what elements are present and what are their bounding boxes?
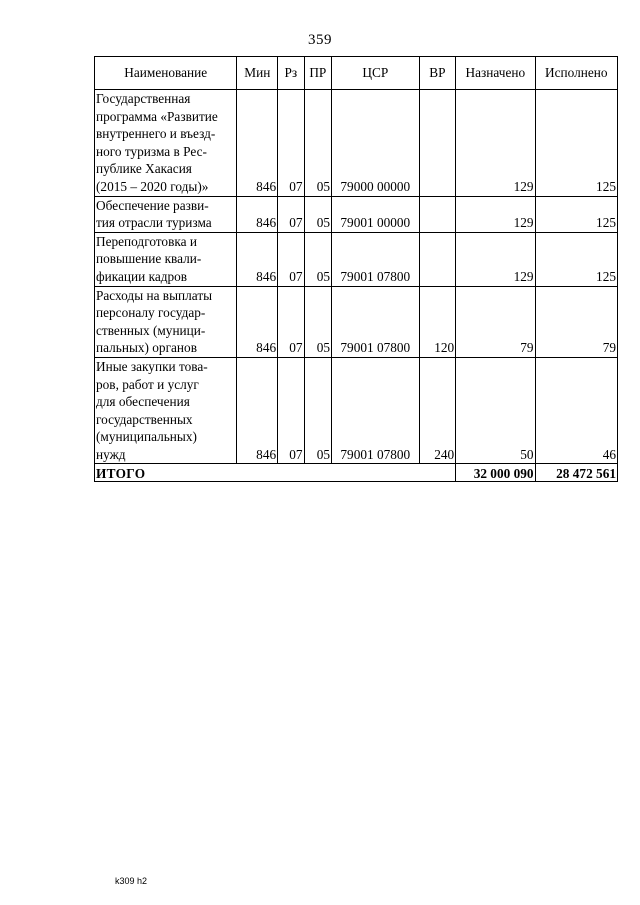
row-rz: 07 [278, 286, 304, 357]
row-min: 846 [237, 90, 278, 197]
row-csr: 79001 00000 [332, 196, 420, 232]
row-min: 846 [237, 232, 278, 286]
row-pr: 05 [304, 90, 331, 197]
row-executed: 79 [535, 286, 617, 357]
row-name: Государственная программа «Развитие внутреннего и въезд- ного туризма в Рес- публике Хакасия (2015 – 2020 годы)» [95, 90, 237, 197]
header-min: Мин [237, 57, 278, 90]
header-executed: Исполнено [535, 57, 617, 90]
header-name: Наименование [95, 57, 237, 90]
row-vr [419, 232, 456, 286]
row-vr: 240 [419, 357, 456, 464]
table-row [95, 232, 618, 286]
row-vr: 120 [419, 286, 456, 357]
footer-code: k309 h2 [115, 876, 148, 886]
total-label: ИТОГО [95, 464, 456, 482]
row-min: 846 [237, 357, 278, 464]
row-vr [419, 196, 456, 232]
row-rz: 07 [278, 90, 304, 197]
table-row [95, 90, 618, 197]
row-csr: 79001 07800 [332, 357, 420, 464]
header-vr: ВР [419, 57, 456, 90]
row-name: Иные закупки това- ров, работ и услуг для обеспечения государственных (муниципальных) нужд [95, 357, 237, 464]
row-assigned: 129 [456, 232, 535, 286]
row-pr: 05 [304, 286, 331, 357]
row-csr: 79001 07800 [332, 286, 420, 357]
table-row [95, 196, 618, 232]
row-executed: 125 [535, 232, 617, 286]
row-min: 846 [237, 196, 278, 232]
row-rz: 07 [278, 232, 304, 286]
page-number: 359 [308, 32, 332, 48]
row-executed: 125 [535, 90, 617, 197]
table-row [95, 357, 618, 464]
total-row [95, 464, 618, 482]
row-assigned: 79 [456, 286, 535, 357]
row-name: Расходы на выплаты персоналу государ- ственных (муници- пальных) органов [95, 286, 237, 357]
table-header-row [95, 57, 618, 90]
row-assigned: 50 [456, 357, 535, 464]
row-pr: 05 [304, 196, 331, 232]
row-rz: 07 [278, 196, 304, 232]
row-pr: 05 [304, 232, 331, 286]
row-executed: 46 [535, 357, 617, 464]
row-assigned: 129 [456, 90, 535, 197]
header-assigned: Назначено [456, 57, 535, 90]
row-pr: 05 [304, 357, 331, 464]
header-rz: Рз [278, 57, 304, 90]
row-assigned: 129 [456, 196, 535, 232]
row-rz: 07 [278, 357, 304, 464]
row-vr [419, 90, 456, 197]
total-assigned: 32 000 090 [456, 464, 535, 482]
row-executed: 125 [535, 196, 617, 232]
total-executed: 28 472 561 [535, 464, 617, 482]
row-name: Обеспечение разви- тия отрасли туризма [95, 196, 237, 232]
row-csr: 79000 00000 [332, 90, 420, 197]
table-row [95, 286, 618, 357]
row-min: 846 [237, 286, 278, 357]
header-csr: ЦСР [332, 57, 420, 90]
header-pr: ПР [304, 57, 331, 90]
row-name: Переподготовка и повышение квали- фикации кадров [95, 232, 237, 286]
row-csr: 79001 07800 [332, 232, 420, 286]
budget-table [94, 56, 618, 482]
